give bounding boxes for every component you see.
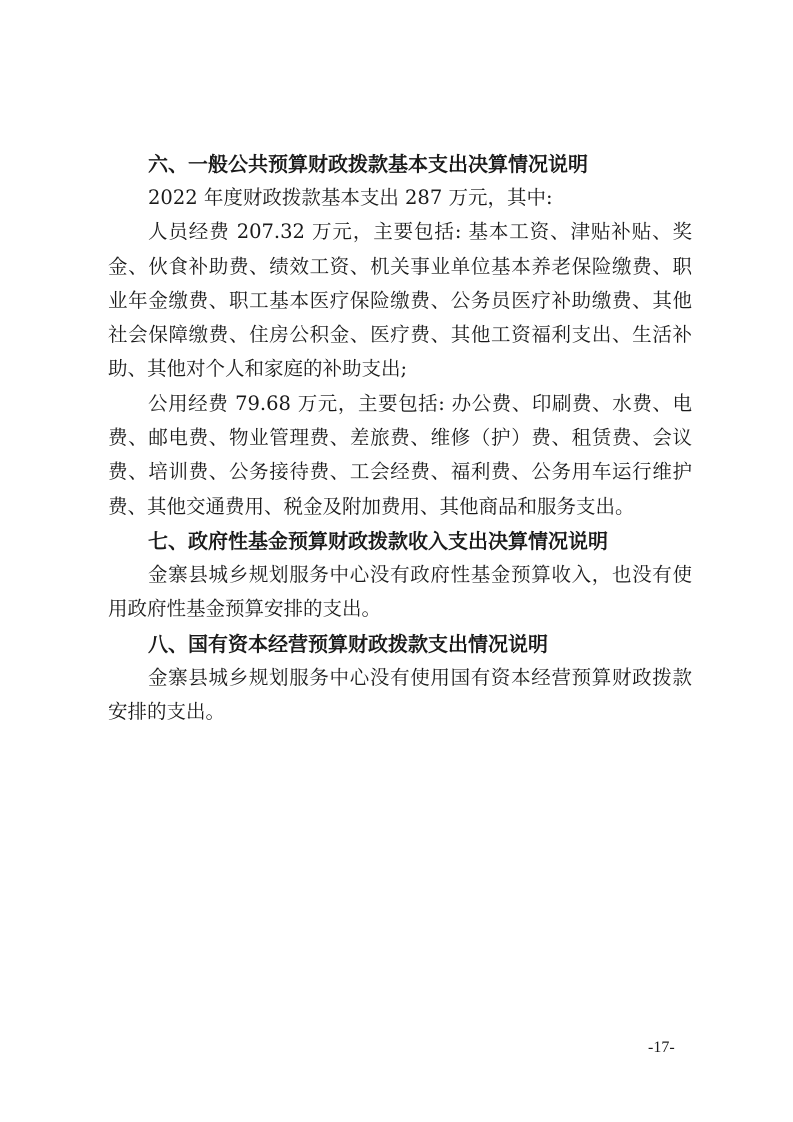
page-content (108, 147, 692, 729)
section-eight-body: 金寨县城乡规划服务中心没有使用国有资本经营预算财政拨款安排的支出。 (108, 665, 692, 723)
section-seven-heading: 七、政府性基金预算财政拨款收入支出决算情况说明 (148, 528, 608, 553)
section-seven-body: 金寨县城乡规划服务中心没有政府性基金预算收入，也没有使用政府性基金预算安排的支出。 (108, 562, 692, 621)
section-six-personnel-expenses: 人员经费 207.32 万元，主要包括: 基本工资、津贴补贴、奖金、伙食补助费、绩效工资、机关事业单位基本养老保险缴费、职业年金缴费、职工基本医疗保险缴费、公务员医疗补助缴费、其他社会保障缴费、住房公积金、医疗费、其他工资福利支出、生活补助、其他对个人和家庭的补助支出; (108, 220, 692, 381)
section-six-intro: 2022 年度财政拨款基本支出 287 万元，其中: (148, 186, 553, 209)
section-six-public-expenses: 公用经费 79.68 万元，主要包括: 办公费、印刷费、水费、电费、邮电费、物业管理费、差旅费、维修（护）费、租赁费、会议费、培训费、公务接待费、工会经费、福利费、公务用车运行维护费、其他交通费用、税金及附加费用、其他商品和服务支出。 (108, 391, 692, 518)
section-eight-heading: 八、国有资本经营预算财政拨款支出情况说明 (148, 631, 548, 656)
section-six-heading: 六、一般公共预算财政拨款基本支出决算情况说明 (148, 152, 588, 176)
page-number: -17- (648, 1039, 675, 1056)
